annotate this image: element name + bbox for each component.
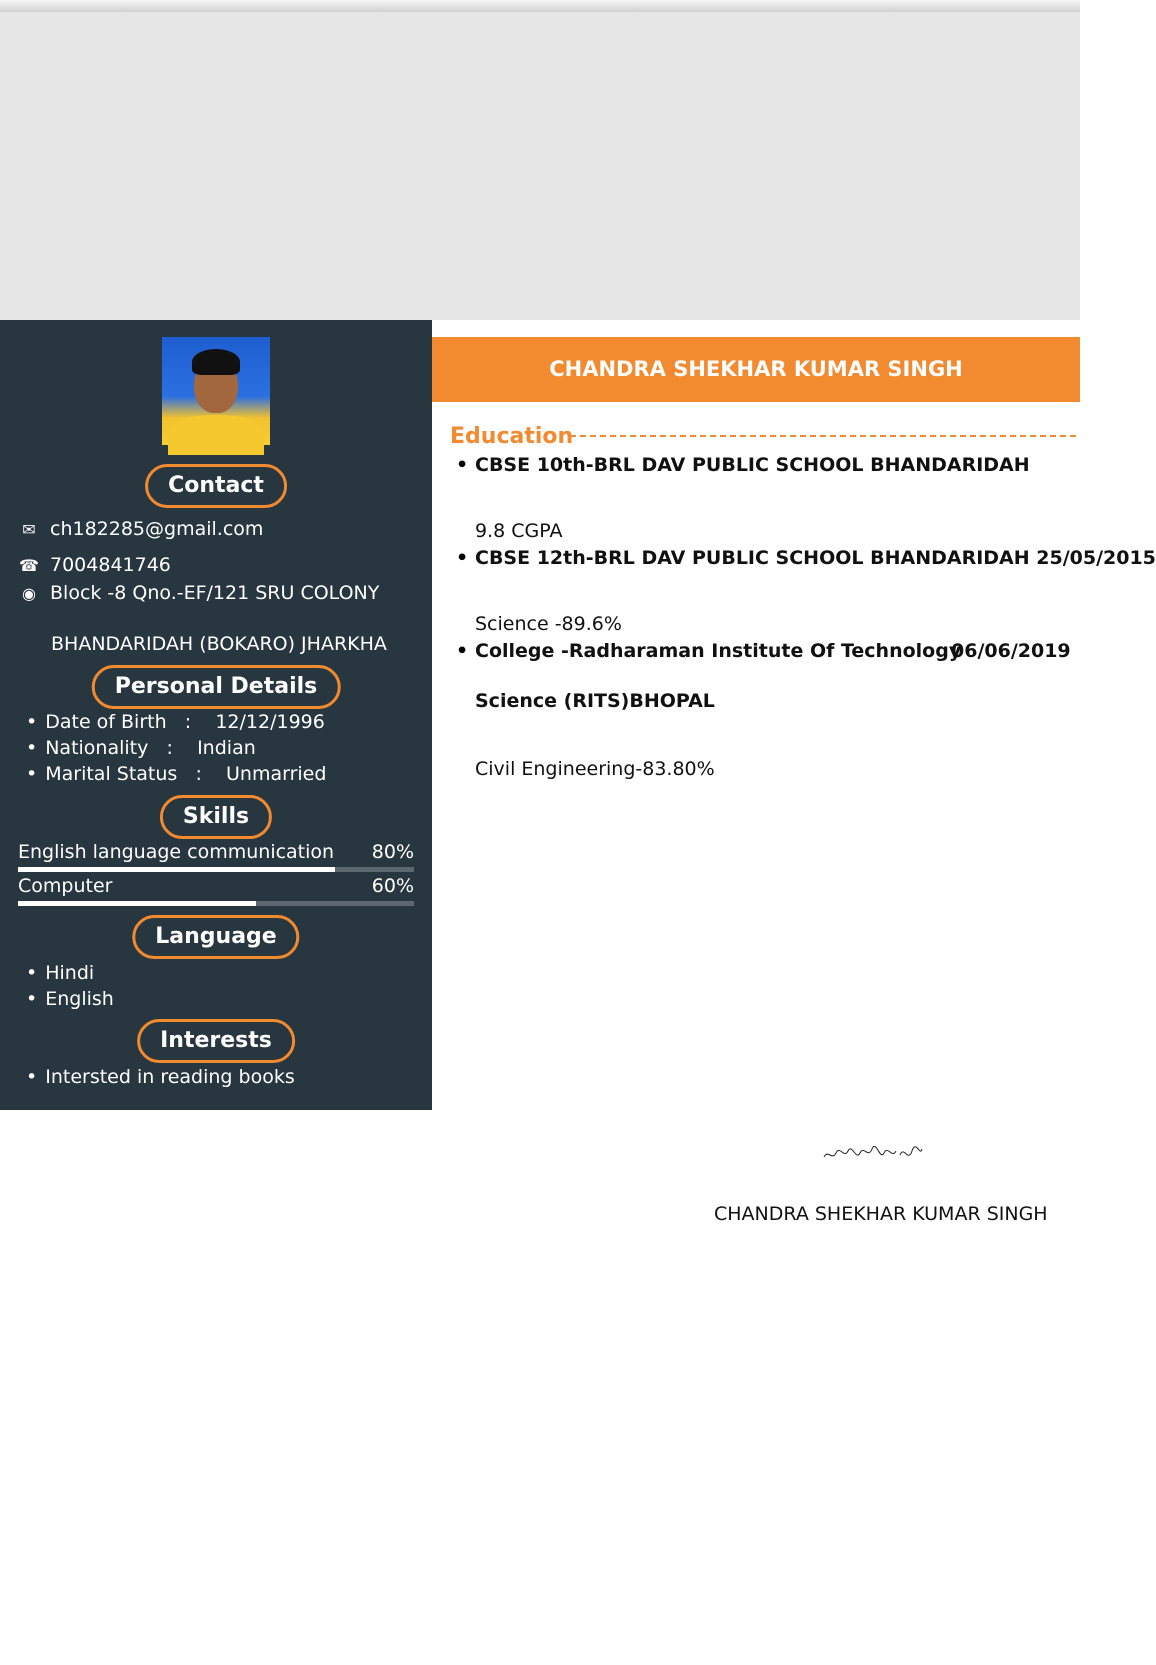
- skills-heading: Skills: [160, 795, 272, 839]
- interests-heading: Interests: [137, 1019, 295, 1063]
- email-row: [18, 518, 263, 540]
- interest-item: • Intersted in reading books: [26, 1066, 295, 1088]
- envelope-icon: ✉: [22, 520, 36, 539]
- skill-percent-english: 80%: [371, 841, 414, 863]
- skill-bar-english: [18, 867, 414, 872]
- bullet-icon: •: [456, 547, 469, 569]
- education-item-detail: Civil Engineering-83.80%: [475, 758, 715, 780]
- location-pin-icon: ◉: [22, 584, 36, 603]
- email-text: ch182285@gmail.com: [50, 518, 264, 540]
- skill-fill-english: [18, 867, 335, 872]
- signature-name: CHANDRA SHEKHAR KUMAR SINGH: [714, 1203, 1048, 1225]
- address-line-2: BHANDARIDAH (BOKARO) JHARKHA: [51, 633, 387, 655]
- language-item: • English: [26, 988, 114, 1010]
- phone-icon: ☎: [19, 556, 39, 575]
- phone-row: [18, 554, 171, 576]
- profile-photo: [162, 337, 270, 445]
- education-item-title: CBSE 10th-BRL DAV PUBLIC SCHOOL BHANDARIDAH: [475, 454, 1030, 476]
- signature-image: [822, 1139, 924, 1165]
- nationality-row: • Nationality : Indian: [26, 737, 256, 759]
- language-item: • Hindi: [26, 962, 95, 984]
- address-row: [18, 582, 379, 604]
- education-item-subtitle: Science (RITS)BHOPAL: [475, 690, 715, 712]
- contact-heading: Contact: [145, 464, 287, 508]
- language-heading: Language: [132, 915, 299, 959]
- skill-fill-computer: [18, 901, 256, 906]
- education-divider: [570, 435, 1076, 437]
- dob-row: • Date of Birth : 12/12/1996: [26, 711, 325, 733]
- sidebar: [0, 320, 432, 1110]
- bullet-icon: •: [456, 454, 469, 476]
- phone-text: 7004841746: [50, 554, 171, 576]
- education-heading: Education: [450, 424, 574, 449]
- education-item-date: 06/06/2019: [951, 640, 1071, 662]
- marital-status-row: • Marital Status : Unmarried: [26, 763, 327, 785]
- skill-percent-computer: 60%: [371, 875, 414, 897]
- name-banner: CHANDRA SHEKHAR KUMAR SINGH: [432, 337, 1080, 402]
- skill-label-english: English language communication: [18, 841, 335, 863]
- top-shadow-bar: [0, 0, 1080, 12]
- education-item-detail: 9.8 CGPA: [475, 520, 563, 542]
- header-band: [0, 12, 1080, 320]
- skill-bar-computer: [18, 901, 414, 906]
- address-line-1: Block -8 Qno.-EF/121 SRU COLONY: [50, 582, 380, 604]
- skill-label-computer: Computer: [18, 875, 113, 897]
- education-item-title: College -Radharaman Institute Of Technology: [475, 640, 962, 662]
- personal-details-heading: Personal Details: [92, 665, 341, 709]
- bullet-icon: •: [456, 640, 469, 662]
- education-item-detail: Science -89.6%: [475, 613, 622, 635]
- education-item-title: CBSE 12th-BRL DAV PUBLIC SCHOOL BHANDARIDAH 25/05/2015: [475, 547, 1156, 569]
